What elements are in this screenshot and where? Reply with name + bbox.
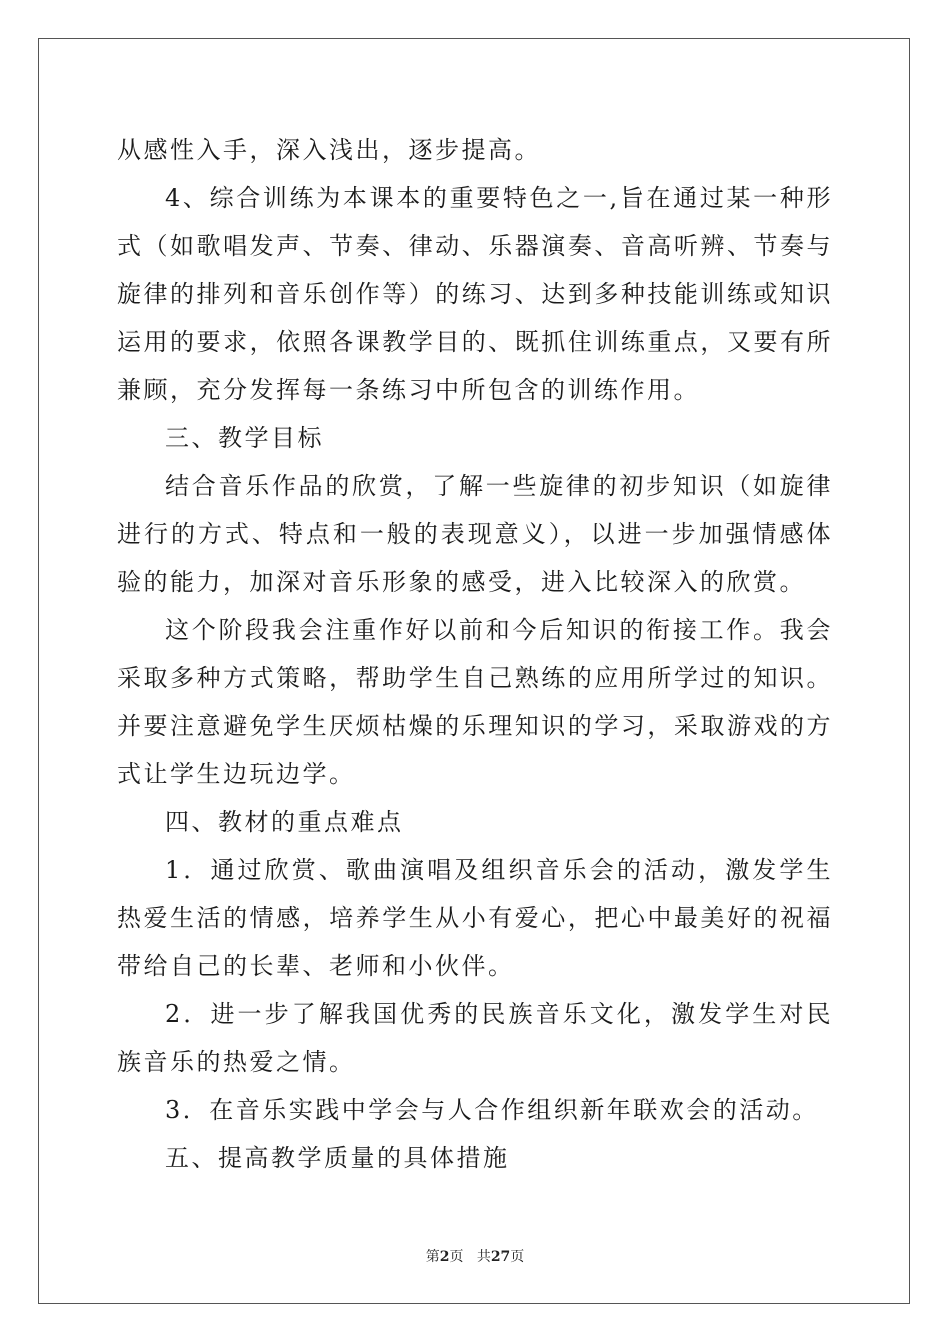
paragraph: 结合音乐作品的欣赏，了解一些旋律的初步知识（如旋律进行的方式、特点和一般的表现意义），以进一步加强情感体验的能力，加深对音乐形象的感受，进入比较深入的欣赏。	[117, 472, 833, 596]
page-prefix: 第	[425, 1249, 440, 1265]
total-prefix: 共	[476, 1249, 491, 1265]
document-body	[117, 126, 833, 1182]
paragraph: 这个阶段我会注重作好以前和今后知识的衔接工作。我会采取多种方式策略，帮助学生自己熟练的应用所学过的知识。并要注意避免学生厌烦枯燥的乐理知识的学习，采取游戏的方式让学生边玩边学。	[117, 616, 833, 788]
list-item: 3．在音乐实践中学会与人合作组织新年联欢会的活动。	[165, 1096, 819, 1124]
section-heading: 三、教学目标	[165, 424, 324, 452]
total-pages: 27	[490, 1249, 511, 1265]
list-item: 1．通过欣赏、歌曲演唱及组织音乐会的活动，激发学生热爱生活的情感，培养学生从小有爱心，把心中最美好的祝福带给自己的长辈、老师和小伙伴。	[117, 856, 833, 980]
page-footer	[0, 1248, 950, 1266]
page-unit: 页	[449, 1249, 464, 1265]
section-heading: 四、教材的重点难点	[165, 808, 404, 836]
list-item: 2．进一步了解我国优秀的民族音乐文化，激发学生对民族音乐的热爱之情。	[117, 1000, 833, 1076]
section-heading: 五、提高教学质量的具体措施	[165, 1144, 510, 1172]
page-number: 2	[439, 1249, 450, 1265]
total-unit: 页	[510, 1249, 525, 1265]
paragraph: 从感性入手，深入浅出，逐步提高。	[117, 136, 541, 164]
paragraph: 4、综合训练为本课本的重要特色之一,旨在通过某一种形式（如歌唱发声、节奏、律动、乐器演奏、音高听辨、节奏与旋律的排列和音乐创作等）的练习、达到多种技能训练或知识运用的要求，依照各课教学目的、既抓住训练重点，又要有所兼顾，充分发挥每一条练习中所包含的训练作用。	[117, 184, 833, 404]
